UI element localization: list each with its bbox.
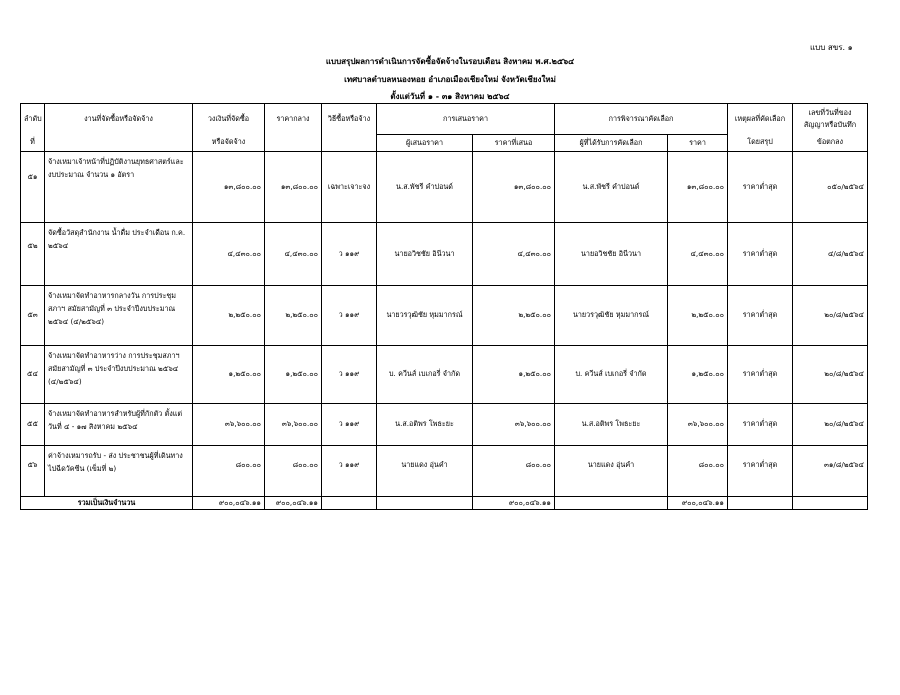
row-budget: ๔,๔๓๐.๐๐: [193, 223, 265, 286]
table-row: [21, 446, 868, 497]
row-bidder: นายแดง อุ่นคำ: [377, 446, 473, 497]
row-selected: บ. ควีนส์ เบเกอรี่ จำกัด: [555, 346, 668, 404]
row-budget: ๘๐๐.๐๐: [193, 446, 265, 497]
total-row: [21, 497, 868, 510]
table-row: [21, 404, 868, 446]
col-no-header: ลำดับ: [21, 104, 45, 135]
row-no: ๕๓: [21, 286, 45, 346]
row-selected: น.ส.อติพร โพธะยะ: [555, 404, 668, 446]
row-reason: ราคาต่ำสุด: [728, 346, 793, 404]
row-method: ว ๑๑๙: [322, 346, 377, 404]
procurement-table: [20, 103, 868, 510]
row-contract: ๒๐/๘/๒๕๖๔: [793, 346, 868, 404]
row-contract: ๒๐/๘/๒๕๖๔: [793, 404, 868, 446]
row-median: ๒,๒๕๐.๐๐: [265, 286, 322, 346]
col-method-header: วิธีซื้อหรือจ้าง: [322, 104, 377, 135]
total-bidder-empty: [377, 497, 473, 510]
row-offer: ๒,๒๕๐.๐๐: [473, 286, 555, 346]
row-price: ๔,๔๓๐.๐๐: [668, 223, 728, 286]
row-contract: ๐๕๐/๒๕๖๔: [793, 152, 868, 223]
table-row: [21, 223, 868, 286]
row-price: ๒,๒๕๐.๐๐: [668, 286, 728, 346]
col-median-header: ราคากลาง: [265, 104, 322, 135]
row-reason: ราคาต่ำสุด: [728, 446, 793, 497]
table-row: [21, 286, 868, 346]
report-title: แบบสรุปผลการดำเนินการจัดซื้อจัดจ้างในรอบเดือน สิงหาคม พ.ศ.๒๕๖๔: [325, 57, 575, 66]
col-contract-header-sub: ข้อตกลง: [793, 135, 868, 152]
row-reason: ราคาต่ำสุด: [728, 404, 793, 446]
total-contract-empty: [793, 497, 868, 510]
row-reason: ราคาต่ำสุด: [728, 223, 793, 286]
row-bidder: นายวรวุฒิชัย หุมมากรณ์: [377, 286, 473, 346]
row-contract: ๔/๘/๒๕๖๔: [793, 223, 868, 286]
row-offer: ๓๖,๖๐๐.๐๐: [473, 404, 555, 446]
col-item-header: งานที่จัดซื้อหรือจัดจ้าง: [45, 104, 193, 135]
col-contract-header: [793, 104, 868, 135]
row-method: ว ๑๑๙: [322, 286, 377, 346]
row-price: ๑๓,๘๐๐.๐๐: [668, 152, 728, 223]
col-item-header-sub: [45, 135, 193, 152]
total-budget: ๙๐๐,๐๔๖.๑๑: [193, 497, 265, 510]
row-reason: ราคาต่ำสุด: [728, 152, 793, 223]
row-median: ๓๖,๖๐๐.๐๐: [265, 404, 322, 446]
row-price: ๓๖,๖๐๐.๐๐: [668, 404, 728, 446]
row-selected: นายวรวุฒิชัย หุมมากรณ์: [555, 286, 668, 346]
col-reason-header-sub: โดยสรุป: [728, 135, 793, 152]
row-budget: ๒,๒๕๐.๐๐: [193, 286, 265, 346]
row-method: ว ๑๑๙: [322, 223, 377, 286]
col-selected-header: ผู้ที่ได้รับการคัดเลือก: [555, 135, 668, 152]
row-bidder: น.ส.อติพร โพธะยะ: [377, 404, 473, 446]
row-median: ๑,๒๕๐.๐๐: [265, 346, 322, 404]
row-reason: ราคาต่ำสุด: [728, 286, 793, 346]
total-label: รวมเป็นเงินจำนวน: [21, 497, 193, 510]
col-budget-header-sub: หรือจัดจ้าง: [193, 135, 265, 152]
col-price-header: ราคา: [668, 135, 728, 152]
row-price: ๘๐๐.๐๐: [668, 446, 728, 497]
col-median-header-sub: [265, 135, 322, 152]
row-budget: ๑,๒๕๐.๐๐: [193, 346, 265, 404]
row-offer: ๔,๔๓๐.๐๐: [473, 223, 555, 286]
row-item: จัดซื้อวัสดุสำนักงาน น้ำดื่ม ประจำเดือน ก.ค. ๒๕๖๔: [45, 223, 193, 286]
row-item: จ้างเหมาเจ้าหน้าที่ปฏิบัติงานยุทธศาสตร์และงบประมาณ จำนวน ๑ อัตรา: [45, 152, 193, 223]
row-item: ค่าจ้างเหมารถรับ - ส่ง ประชาชนผู้ที่เดินทางไปฉีดวัคซีน (เข็มที่ ๒): [45, 446, 193, 497]
row-no: ๕๔: [21, 346, 45, 404]
row-offer: ๘๐๐.๐๐: [473, 446, 555, 497]
col-contract-header-line1: เลขที่วันที่ของ: [808, 108, 852, 118]
col-contract-header-line2: สัญญาหรือบันทึก: [803, 120, 857, 130]
col-no-header-sub: ที่: [21, 135, 45, 152]
row-bidder: นายอวิชชัย อินีวนา: [377, 223, 473, 286]
col-offer-group-header: การเสนอราคา: [377, 104, 555, 135]
table-row: [21, 346, 868, 404]
row-contract: ๒๐/๘/๒๕๖๔: [793, 286, 868, 346]
row-method: เฉพาะเจาะจง: [322, 152, 377, 223]
report-organization: เทศบาลตำบลหนองหอย อำเภอเมืองเชียงใหม่ จังหวัดเชียงใหม่: [344, 75, 556, 84]
col-selection-group-header: การพิจารณาคัดเลือก: [555, 104, 728, 135]
row-contract: ๓๑/๘/๒๕๖๔: [793, 446, 868, 497]
row-offer: ๑,๒๕๐.๐๐: [473, 346, 555, 404]
row-budget: ๑๓,๘๐๐.๐๐: [193, 152, 265, 223]
row-median: ๑๓,๘๐๐.๐๐: [265, 152, 322, 223]
row-median: ๘๐๐.๐๐: [265, 446, 322, 497]
col-method-header-sub: [322, 135, 377, 152]
row-no: ๕๕: [21, 404, 45, 446]
table-row: [21, 152, 868, 223]
row-price: ๑,๒๕๐.๐๐: [668, 346, 728, 404]
form-code: แบบ สขร. ๑: [810, 43, 853, 52]
row-method: ว ๑๑๙: [322, 446, 377, 497]
row-budget: ๓๖,๖๐๐.๐๐: [193, 404, 265, 446]
row-item: จ้างเหมาจัดทำอาหารสำหรับผู้ที่กักตัว ตั้งแต่วันที่ ๔ - ๑๗ สิงหาคม ๒๕๖๔: [45, 404, 193, 446]
row-method: ว ๑๑๙: [322, 404, 377, 446]
row-no: ๕๒: [21, 223, 45, 286]
total-method-empty: [322, 497, 377, 510]
row-offer: ๑๓,๘๐๐.๐๐: [473, 152, 555, 223]
row-bidder: น.ส.พัชรี คำปอนด์: [377, 152, 473, 223]
total-reason-empty: [728, 497, 793, 510]
row-no: ๕๖: [21, 446, 45, 497]
row-no: ๕๑: [21, 152, 45, 223]
col-offer-price-header: ราคาที่เสนอ: [473, 135, 555, 152]
total-median: ๙๐๐,๐๔๖.๑๑: [265, 497, 322, 510]
col-reason-header: เหตุผลที่คัดเลือก: [728, 104, 793, 135]
row-median: ๔,๔๓๐.๐๐: [265, 223, 322, 286]
row-selected: น.ส.พัชรี คำปอนด์: [555, 152, 668, 223]
row-selected: นายอวิชชัย อินีวนา: [555, 223, 668, 286]
col-budget-header: วงเงินที่จัดซื้อ: [193, 104, 265, 135]
total-selected-empty: [555, 497, 668, 510]
row-selected: นายแดง อุ่นคำ: [555, 446, 668, 497]
row-item: จ้างเหมาจัดทำอาหารกลางวัน การประชุมสภาฯ สมัยสามัญที่ ๓ ประจำปีงบประมาณ ๒๕๖๔ (๔/๒๕๖๔): [45, 286, 193, 346]
report-period: ตั้งแต่วันที่ ๑ - ๓๑ สิงหาคม ๒๕๖๔: [390, 92, 510, 101]
total-offer: ๙๐๐,๐๔๖.๑๑: [473, 497, 555, 510]
row-bidder: บ. ควีนส์ เบเกอรี่ จำกัด: [377, 346, 473, 404]
col-bidder-header: ผู้เสนอราคา: [377, 135, 473, 152]
row-item: จ้างเหมาจัดทำอาหารว่าง การประชุมสภาฯ สมัยสามัญที่ ๓ ประจำปีงบประมาณ ๒๕๖๔ (๔/๒๕๖๔): [45, 346, 193, 404]
total-price: ๙๐๐,๐๔๖.๑๑: [668, 497, 728, 510]
